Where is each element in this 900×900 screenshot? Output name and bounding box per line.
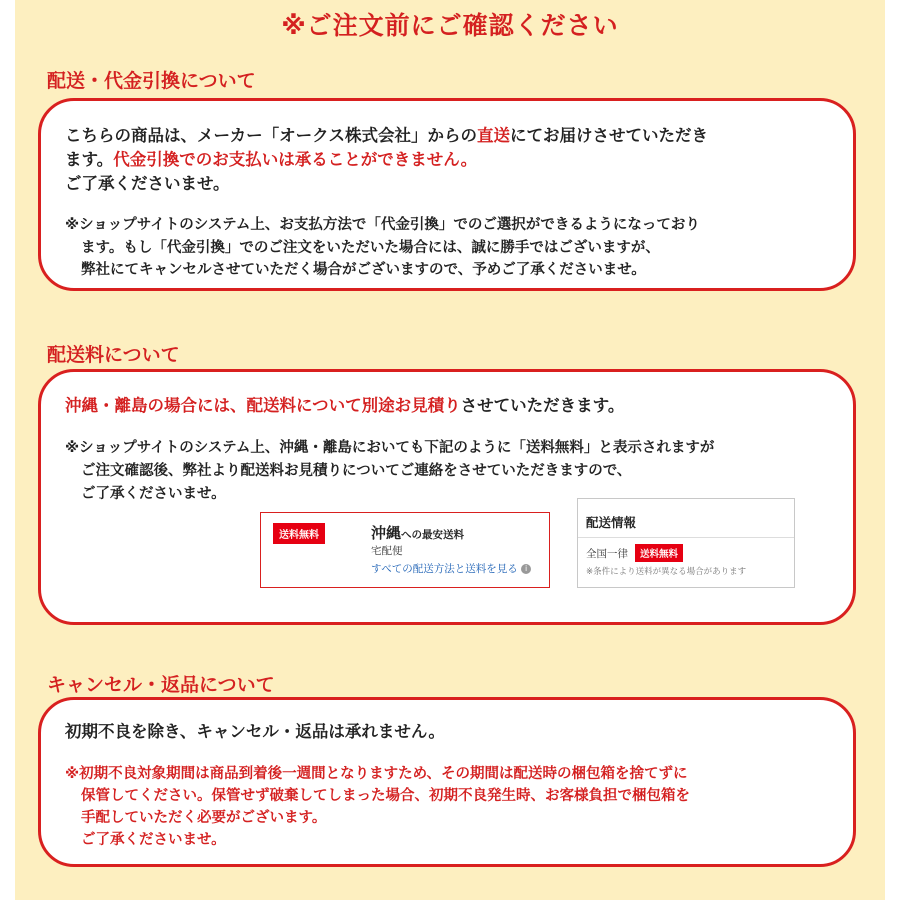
shipping-info-example-widget	[577, 498, 795, 588]
shipping-fee-note-line2: ご注文確認後、弊社より配送料お見積りについてご連絡をさせていただきますので、	[81, 463, 632, 479]
separate-quote-emphasis: 配送料について別途お見積り	[246, 396, 461, 415]
page-title: ※ご注文前にご確認ください	[281, 11, 619, 40]
free-shipping-tag: 送料無料	[635, 544, 683, 562]
conditions-note: ※条件により送料が異なる場合があります	[586, 567, 747, 577]
delivery-cod-note-line2: ます。もし「代金引換」でのご注文をいただいた場合には、誠に勝手ではございますが、	[81, 240, 660, 256]
region-label	[371, 522, 464, 543]
text: こちらの商品は、メーカー「オークス株式会社」からの	[65, 126, 478, 145]
shipping-method: 宅配便	[371, 545, 403, 557]
text: ます。	[65, 150, 114, 169]
section-heading-delivery-cod: 配送・代金引換について	[47, 70, 256, 92]
direct-shipping-emphasis: 直送	[477, 126, 511, 145]
all-shipping-methods-link[interactable]	[371, 561, 531, 576]
shipping-fee-note-line1: ※ショップサイトのシステム上、沖縄・離島においても下記のように「送料無料」と表示されますが	[65, 440, 715, 456]
cod-unavailable-emphasis: 代金引換でのお支払いは承ることができません。	[113, 150, 478, 169]
cancel-return-box	[38, 697, 856, 867]
region-name: 沖縄	[371, 524, 402, 542]
delivery-cod-main-line2	[65, 146, 477, 170]
cancel-return-main-line: 初期不良を除き、キャンセル・返品は承れません。	[65, 722, 445, 741]
cancel-return-note-line3: 手配していただく必要がございます。	[81, 810, 327, 826]
delivery-cod-main-line1	[65, 122, 708, 146]
cancel-return-note-line1: ※初期不良対象期間は商品到着後一週間となりますため、その期間は配送時の梱包箱を捨てずに	[65, 766, 688, 782]
okinawa-islands-emphasis: 沖縄・離島の場合には、	[65, 396, 247, 415]
delivery-cod-note-line3: 弊社にてキャンセルさせていただく場合がございますので、予めご了承くださいませ。	[81, 262, 646, 278]
delivery-cod-main-line3: ご了承くださいませ。	[65, 174, 230, 193]
text: させていただきます。	[460, 396, 625, 415]
section-heading-shipping-fee: 配送料について	[47, 344, 180, 366]
shipping-fee-main-line	[65, 392, 624, 416]
shipping-fee-note-line3: ご了承くださいませ。	[81, 486, 226, 502]
free-shipping-tag: 送料無料	[273, 523, 325, 544]
section-heading-cancel-return: キャンセル・返品について	[47, 674, 275, 696]
notice-page	[15, 0, 885, 900]
link-text: すべての配送方法と送料を見る	[371, 563, 518, 575]
delivery-cod-note-line1: ※ショップサイトのシステム上、お支払方法で「代金引換」でのご選択ができるようになっており	[65, 217, 700, 233]
cancel-return-note-line4: ご了承くださいませ。	[81, 832, 226, 848]
info-icon: i	[521, 564, 531, 574]
shipping-info-title: 配送情報	[586, 515, 637, 530]
nationwide-label: 全国一律	[586, 548, 628, 560]
delivery-cod-box	[38, 98, 856, 291]
shipping-fee-example-widget	[260, 512, 550, 588]
text: にてお届けさせていただき	[510, 126, 709, 145]
cancel-return-note-line2: 保管してください。保管せず破棄してしまった場合、初期不良発生時、お客様負担で梱包箱を	[81, 788, 690, 804]
region-suffix: への最安送料	[401, 529, 465, 541]
divider	[578, 537, 794, 538]
